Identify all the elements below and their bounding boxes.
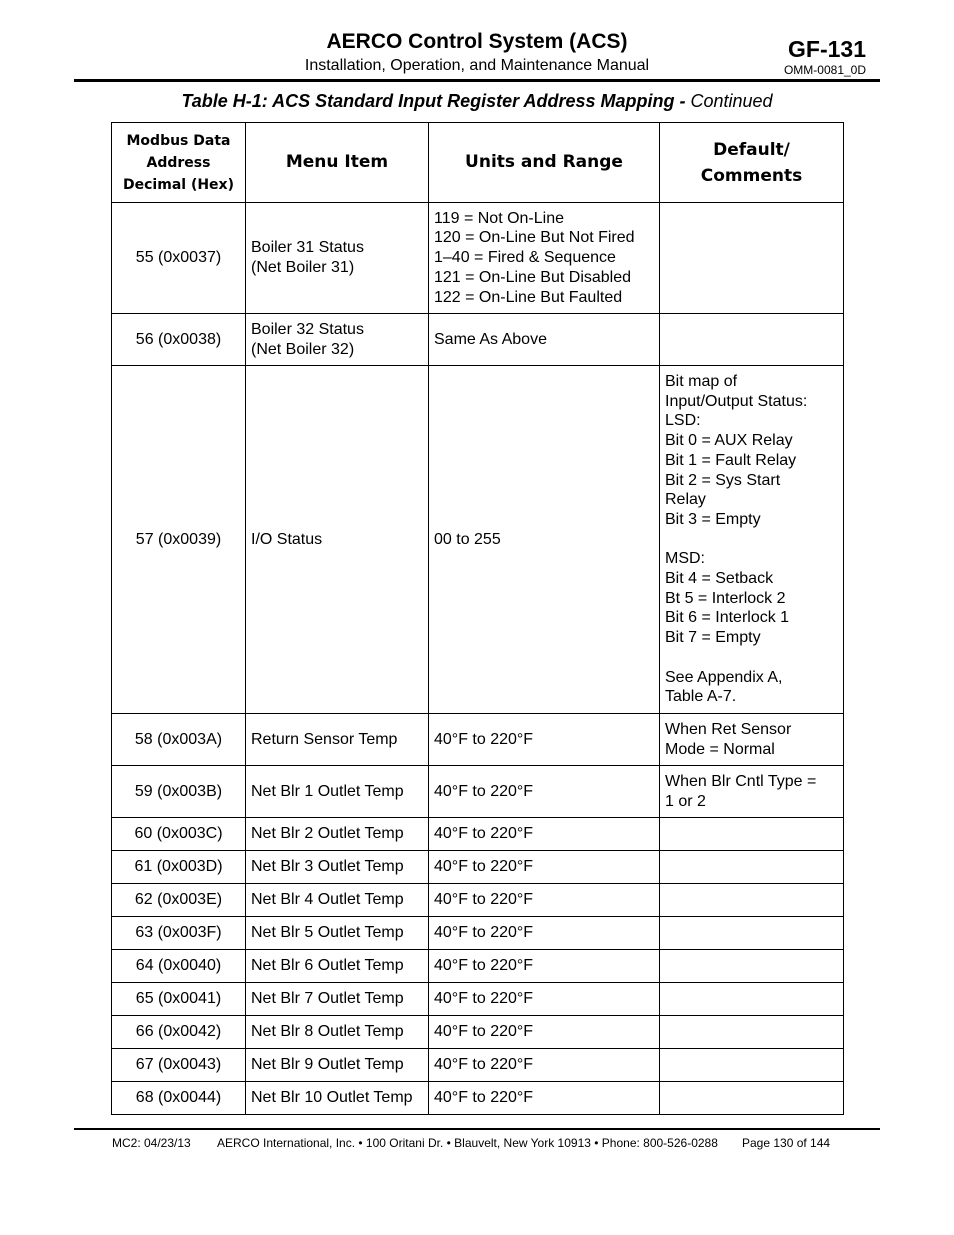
table-row [112, 1016, 844, 1049]
menu-item-line: Net Blr 8 Outlet Temp [251, 1023, 404, 1041]
table-row [112, 314, 844, 366]
address-cell: 61 (0x003D) [112, 851, 246, 884]
menu-item-cell [246, 366, 429, 714]
units-range-line: 40°F to 220°F [434, 957, 534, 975]
menu-item-cell [246, 983, 429, 1016]
header-address-line: Decimal (Hex) [123, 176, 234, 193]
comment-line: Mode = Normal [665, 740, 775, 758]
header-default-line: Default/ [713, 139, 790, 160]
menu-item-cell [246, 714, 429, 766]
comments-cell [660, 983, 844, 1016]
document-code: GF-131 [788, 36, 866, 62]
menu-item-cell [246, 851, 429, 884]
units-range-line: 40°F to 220°F [434, 891, 534, 909]
units-range-line: 40°F to 220°F [434, 1089, 534, 1107]
menu-item-line: Boiler 32 Status [251, 320, 364, 338]
menu-item-line: Net Blr 1 Outlet Temp [251, 782, 404, 800]
comment-line: See Appendix A, [665, 668, 783, 686]
table-row [112, 851, 844, 884]
address-cell: 65 (0x0041) [112, 983, 246, 1016]
units-range-line: 121 = On-Line But Disabled [434, 268, 632, 286]
menu-item-line: Net Blr 4 Outlet Temp [251, 891, 404, 909]
comment-line [665, 648, 838, 668]
units-range-line: 40°F to 220°F [434, 825, 534, 843]
table-row [112, 950, 844, 983]
menu-item-line: Net Blr 7 Outlet Temp [251, 990, 404, 1008]
units-range-line: 1–40 = Fired & Sequence [434, 249, 616, 267]
units-range-cell [429, 950, 660, 983]
table-row [112, 366, 844, 714]
comments-cell [660, 1082, 844, 1115]
comments-cell [660, 314, 844, 366]
address-cell: 60 (0x003C) [112, 818, 246, 851]
comments-cell [660, 950, 844, 983]
units-range-line: 00 to 255 [434, 530, 501, 548]
comment-line: Bit 0 = AUX Relay [665, 432, 793, 450]
units-range-line: 120 = On-Line But Not Fired [434, 229, 635, 247]
units-range-line: 119 = Not On-Line [434, 209, 565, 227]
units-range-cell [429, 818, 660, 851]
manual-title: AERCO Control System (ACS) [326, 30, 628, 53]
menu-item-cell [246, 950, 429, 983]
units-range-cell [429, 983, 660, 1016]
revision-code: OMM-0081_0D [783, 63, 866, 77]
comment-line: When Ret Sensor [665, 720, 792, 738]
comments-cell [660, 766, 844, 818]
table-header-row [112, 123, 844, 203]
comment-line: Bit 7 = Empty [665, 629, 761, 647]
menu-item-line: (Net Boiler 31) [251, 259, 355, 276]
menu-item-line: Boiler 31 Status [251, 239, 364, 257]
units-range-line: 40°F to 220°F [434, 924, 534, 942]
header-address [112, 123, 246, 203]
menu-item-cell [246, 314, 429, 366]
header-divider [74, 79, 880, 82]
address-cell: 67 (0x0043) [112, 1049, 246, 1082]
units-range-line: 40°F to 220°F [434, 990, 534, 1008]
menu-item-line: Net Blr 6 Outlet Temp [251, 957, 404, 975]
address-cell: 68 (0x0044) [112, 1082, 246, 1115]
units-range-cell [429, 884, 660, 917]
table-row [112, 917, 844, 950]
comments-cell [660, 917, 844, 950]
menu-item-cell [246, 766, 429, 818]
comments-cell [660, 1016, 844, 1049]
menu-item-line: Net Blr 3 Outlet Temp [251, 858, 404, 876]
menu-item-line: Net Blr 9 Outlet Temp [251, 1056, 404, 1074]
menu-item-cell [246, 917, 429, 950]
comments-cell [660, 851, 844, 884]
comment-line: Relay [665, 491, 706, 509]
units-range-line: 40°F to 220°F [434, 1056, 534, 1074]
table-row [112, 766, 844, 818]
table-row [112, 203, 844, 314]
comments-cell [660, 818, 844, 851]
comment-line: Bt 5 = Interlock 2 [665, 589, 786, 607]
table-row [112, 818, 844, 851]
comment-line [665, 530, 838, 550]
address-cell: 59 (0x003B) [112, 766, 246, 818]
address-cell: 66 (0x0042) [112, 1016, 246, 1049]
comment-line: 1 or 2 [665, 792, 706, 810]
menu-item-cell [246, 1049, 429, 1082]
menu-item-line: Return Sensor Temp [251, 730, 398, 748]
header-address-line: Modbus Data [126, 132, 231, 149]
menu-item-line: Net Blr 5 Outlet Temp [251, 924, 404, 942]
table-row [112, 1049, 844, 1082]
comments-cell [660, 366, 844, 714]
units-range-cell [429, 917, 660, 950]
table-row [112, 1082, 844, 1115]
header-units-range: Units and Range [429, 123, 660, 203]
units-range-cell [429, 766, 660, 818]
units-range-line: 122 = On-Line But Faulted [434, 288, 623, 306]
units-range-cell [429, 1049, 660, 1082]
manual-subtitle: Installation, Operation, and Maintenance Manual [304, 57, 650, 74]
caption-continued: Continued [685, 91, 773, 111]
units-range-line: Same As Above [434, 330, 547, 348]
units-range-cell [429, 1016, 660, 1049]
menu-item-line: I/O Status [251, 530, 323, 548]
units-range-cell [429, 203, 660, 314]
comment-line: Input/Output Status: [665, 392, 808, 410]
register-table [111, 122, 844, 1115]
header-address-line: Address [146, 154, 211, 171]
menu-item-line: Net Blr 10 Outlet Temp [251, 1089, 413, 1107]
address-cell: 55 (0x0037) [112, 203, 246, 314]
units-range-cell [429, 314, 660, 366]
address-cell: 58 (0x003A) [112, 714, 246, 766]
menu-item-cell [246, 203, 429, 314]
comments-cell [660, 714, 844, 766]
header-default-line: Comments [700, 165, 803, 186]
units-range-cell [429, 714, 660, 766]
footer-company: AERCO International, Inc. • 100 Oritani Dr. • Blauvelt, New York 10913 • Phone: 800-526-0288 [217, 1136, 718, 1150]
menu-item-line: Net Blr 2 Outlet Temp [251, 825, 404, 843]
menu-item-cell [246, 818, 429, 851]
comment-line: Bit 3 = Empty [665, 510, 761, 528]
menu-item-cell [246, 1016, 429, 1049]
comment-line: Bit 1 = Fault Relay [665, 451, 797, 469]
comment-line: When Blr Cntl Type = [665, 772, 817, 790]
address-cell: 56 (0x0038) [112, 314, 246, 366]
caption-label: Table H-1: ACS Standard Input Register Address Mapping - [181, 91, 686, 111]
table-row [112, 884, 844, 917]
comment-line: Bit map of [665, 373, 738, 391]
comment-line: Bit 2 = Sys Start [665, 471, 781, 489]
comment-line: Bit 4 = Setback [665, 570, 774, 588]
footer-date: MC2: 04/23/13 [112, 1136, 191, 1150]
units-range-cell [429, 851, 660, 884]
menu-item-cell [246, 1082, 429, 1115]
table-caption [0, 91, 954, 112]
comment-line: Bit 6 = Interlock 1 [665, 609, 790, 627]
address-cell: 57 (0x0039) [112, 366, 246, 714]
table-row [112, 714, 844, 766]
units-range-line: 40°F to 220°F [434, 730, 534, 748]
units-range-line: 40°F to 220°F [434, 858, 534, 876]
comments-cell [660, 1049, 844, 1082]
menu-item-line: (Net Boiler 32) [251, 340, 355, 358]
footer-page-number: Page 130 of 144 [742, 1136, 831, 1150]
table-row [112, 983, 844, 1016]
footer-divider [74, 1128, 880, 1130]
units-range-line: 40°F to 220°F [434, 782, 534, 800]
comment-line: LSD: [665, 412, 701, 430]
units-range-cell [429, 366, 660, 714]
units-range-cell [429, 1082, 660, 1115]
units-range-line: 40°F to 220°F [434, 1023, 534, 1041]
address-cell: 63 (0x003F) [112, 917, 246, 950]
address-cell: 62 (0x003E) [112, 884, 246, 917]
comment-line: Table A-7. [665, 688, 737, 706]
comment-line: MSD: [665, 550, 705, 568]
comments-cell [660, 884, 844, 917]
menu-item-cell [246, 884, 429, 917]
address-cell: 64 (0x0040) [112, 950, 246, 983]
header-menu-item: Menu Item [246, 123, 429, 203]
header-default-comments [660, 123, 844, 203]
comments-cell [660, 203, 844, 314]
